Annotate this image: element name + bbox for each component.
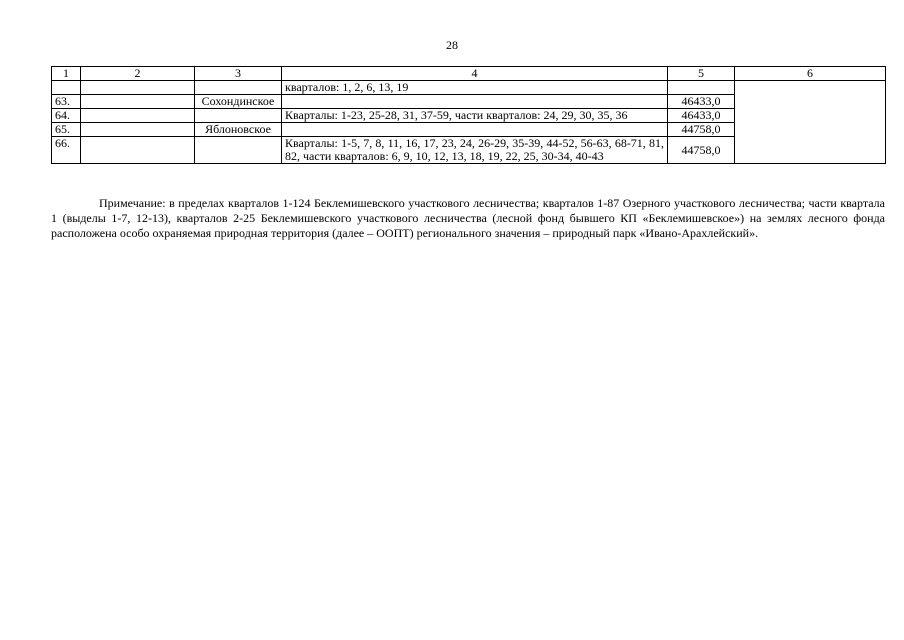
cell-quarters bbox=[282, 95, 668, 109]
header-cell: 6 bbox=[735, 67, 886, 81]
row-number: 64. bbox=[52, 109, 81, 123]
row-number: 63. bbox=[52, 95, 81, 109]
header-cell: 4 bbox=[282, 67, 668, 81]
cell-quarters: Кварталы: 1-5, 7, 8, 11, 16, 17, 23, 24, 26-29, 35-39, 44-52, 56-63, 68-71, 81, 82, части кварталов: 6, 9, 10, 12, 13, 18, 19, 22, 25, 30-34, 40-43 bbox=[282, 137, 668, 164]
cell-forestry bbox=[81, 81, 195, 95]
table-row bbox=[52, 81, 886, 95]
cell-area: 44758,0 bbox=[668, 123, 735, 137]
cell-district: Сохондинское bbox=[195, 95, 282, 109]
cell-forestry bbox=[81, 109, 195, 123]
row-number bbox=[52, 81, 81, 95]
cell-district bbox=[195, 81, 282, 95]
header-cell: 2 bbox=[81, 67, 195, 81]
note-paragraph: Примечание: в пределах кварталов 1-124 Беклемишевского участкового лесничества; кварталов 1-87 Озерного участкового лесничества; части квартала 1 (выделы 1-7, 12-13), кварталов 2-25 Беклемишевского участкового лесничества (лесной фонд бывшего КП «Беклемишевское») на землях лесного фонда расположена особо охраняемая природная территория (далее – ООПТ) регионального значения – природный парк «Ивано-Арахлейский». bbox=[51, 196, 885, 240]
cell-forestry bbox=[81, 123, 195, 137]
header-cell: 3 bbox=[195, 67, 282, 81]
cell-district bbox=[195, 109, 282, 123]
row-number: 66. bbox=[52, 137, 81, 164]
header-cell: 1 bbox=[52, 67, 81, 81]
cell-area bbox=[668, 81, 735, 95]
forest-table bbox=[51, 66, 886, 164]
cell-forestry bbox=[81, 137, 195, 164]
cell-district: Яблоновское bbox=[195, 123, 282, 137]
cell-area: 44758,0 bbox=[668, 137, 735, 164]
cell-area: 46433,0 bbox=[668, 95, 735, 109]
table-header-row bbox=[52, 67, 886, 81]
cell-district bbox=[195, 137, 282, 164]
page-number: 28 bbox=[446, 38, 458, 52]
cell-quarters: Кварталы: 1-23, 25-28, 31, 37-59, части кварталов: 24, 29, 30, 35, 36 bbox=[282, 109, 668, 123]
header-cell: 5 bbox=[668, 67, 735, 81]
cell-forestry bbox=[81, 95, 195, 109]
cell-quarters bbox=[282, 123, 668, 137]
cell-col6 bbox=[735, 81, 886, 164]
row-number: 65. bbox=[52, 123, 81, 137]
cell-quarters: кварталов: 1, 2, 6, 13, 19 bbox=[282, 81, 668, 95]
cell-area: 46433,0 bbox=[668, 109, 735, 123]
